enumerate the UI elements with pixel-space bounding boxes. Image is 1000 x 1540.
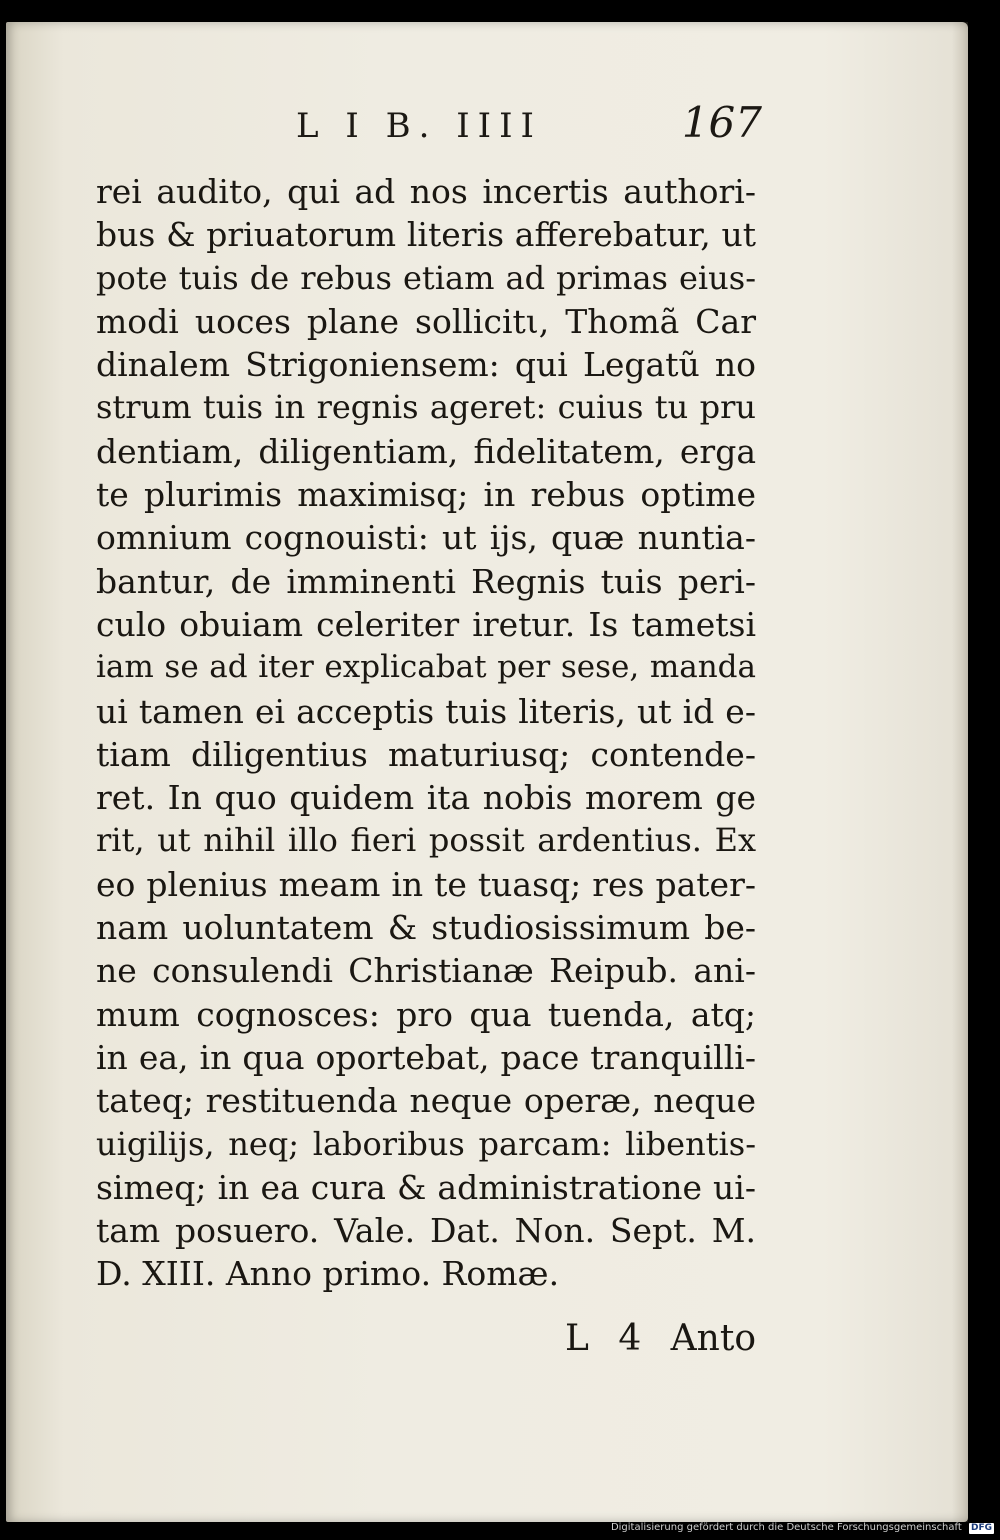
text-line: dinalem Strigoniensem: qui Legatũ no xyxy=(96,345,756,385)
text-line: eo plenius meam in te tuasq; res pater- xyxy=(96,864,756,904)
text-line: pote tuis de rebus etiam ad primas eius- xyxy=(96,258,756,297)
page-edge-shadow xyxy=(952,22,968,1522)
text-line: nam uoluntatem & studiosissimum be- xyxy=(96,908,756,948)
text-line: in ea, in qua oportebat, pace tranquilli- xyxy=(96,1037,756,1077)
text-line: omnium cognouisti: ut ijs, quæ nuntia- xyxy=(96,518,756,558)
body-text xyxy=(96,170,756,1296)
text-line: mum cognosces: pro qua tuenda, atq; xyxy=(96,994,756,1034)
text-line: bantur, de imminenti Regnis tuis peri- xyxy=(96,561,756,601)
text-line: ui tamen ei acceptis tuis literis, ut id e- xyxy=(96,691,756,731)
digitization-credit xyxy=(611,1521,994,1535)
text-line: culo obuiam celeriter iretur. Is tametsi xyxy=(96,604,756,644)
text-line: tiam diligentius maturiusq; contende- xyxy=(96,734,756,774)
text-line: bus & priuatorum literis afferebatur, ut xyxy=(96,215,756,255)
page-number: 167 xyxy=(681,98,762,147)
catchword: L 4 Anto xyxy=(564,1318,756,1359)
text-line: rei audito, qui ad nos incertis authori- xyxy=(96,172,756,211)
dfg-logo: DFG xyxy=(970,1523,992,1533)
text-line: uigilijs, neq; laboribus parcam: libentis- xyxy=(96,1124,756,1163)
text-line: dentiam, diligentiam, fidelitatem, erga xyxy=(96,431,756,471)
text-line: modi uoces plane sollicitι, Thomã Car xyxy=(96,301,756,341)
book-page xyxy=(6,22,968,1522)
text-line: iam se ad iter explicabat per sese, manda xyxy=(96,649,756,686)
running-head: L I B. IIII xyxy=(296,106,542,146)
text-line: strum tuis in regnis ageret: cuius tu pru xyxy=(96,388,756,427)
credit-text: Digitalisierung gefördert durch die Deutsche Forschungsgemeinschaft xyxy=(610,1522,962,1533)
text-line: ne consulendi Christianæ Reipub. ani- xyxy=(96,951,756,991)
text-line: simeq; in ea cura & administratione ui- xyxy=(96,1167,756,1207)
text-line: tateq; restituenda neque operæ, neque xyxy=(96,1081,756,1121)
text-line: rit, ut nihil illo fieri possit ardentius. Ex xyxy=(96,821,756,860)
text-line: te plurimis maximisq; in rebus optime xyxy=(96,475,756,515)
page-header xyxy=(86,92,766,152)
text-line: D. XIII. Anno primo. Romæ. xyxy=(96,1254,560,1294)
text-line: ret. In quo quidem ita nobis morem ge xyxy=(96,778,756,818)
text-line: tam posuero. Vale. Dat. Non. Sept. M. xyxy=(96,1211,756,1251)
